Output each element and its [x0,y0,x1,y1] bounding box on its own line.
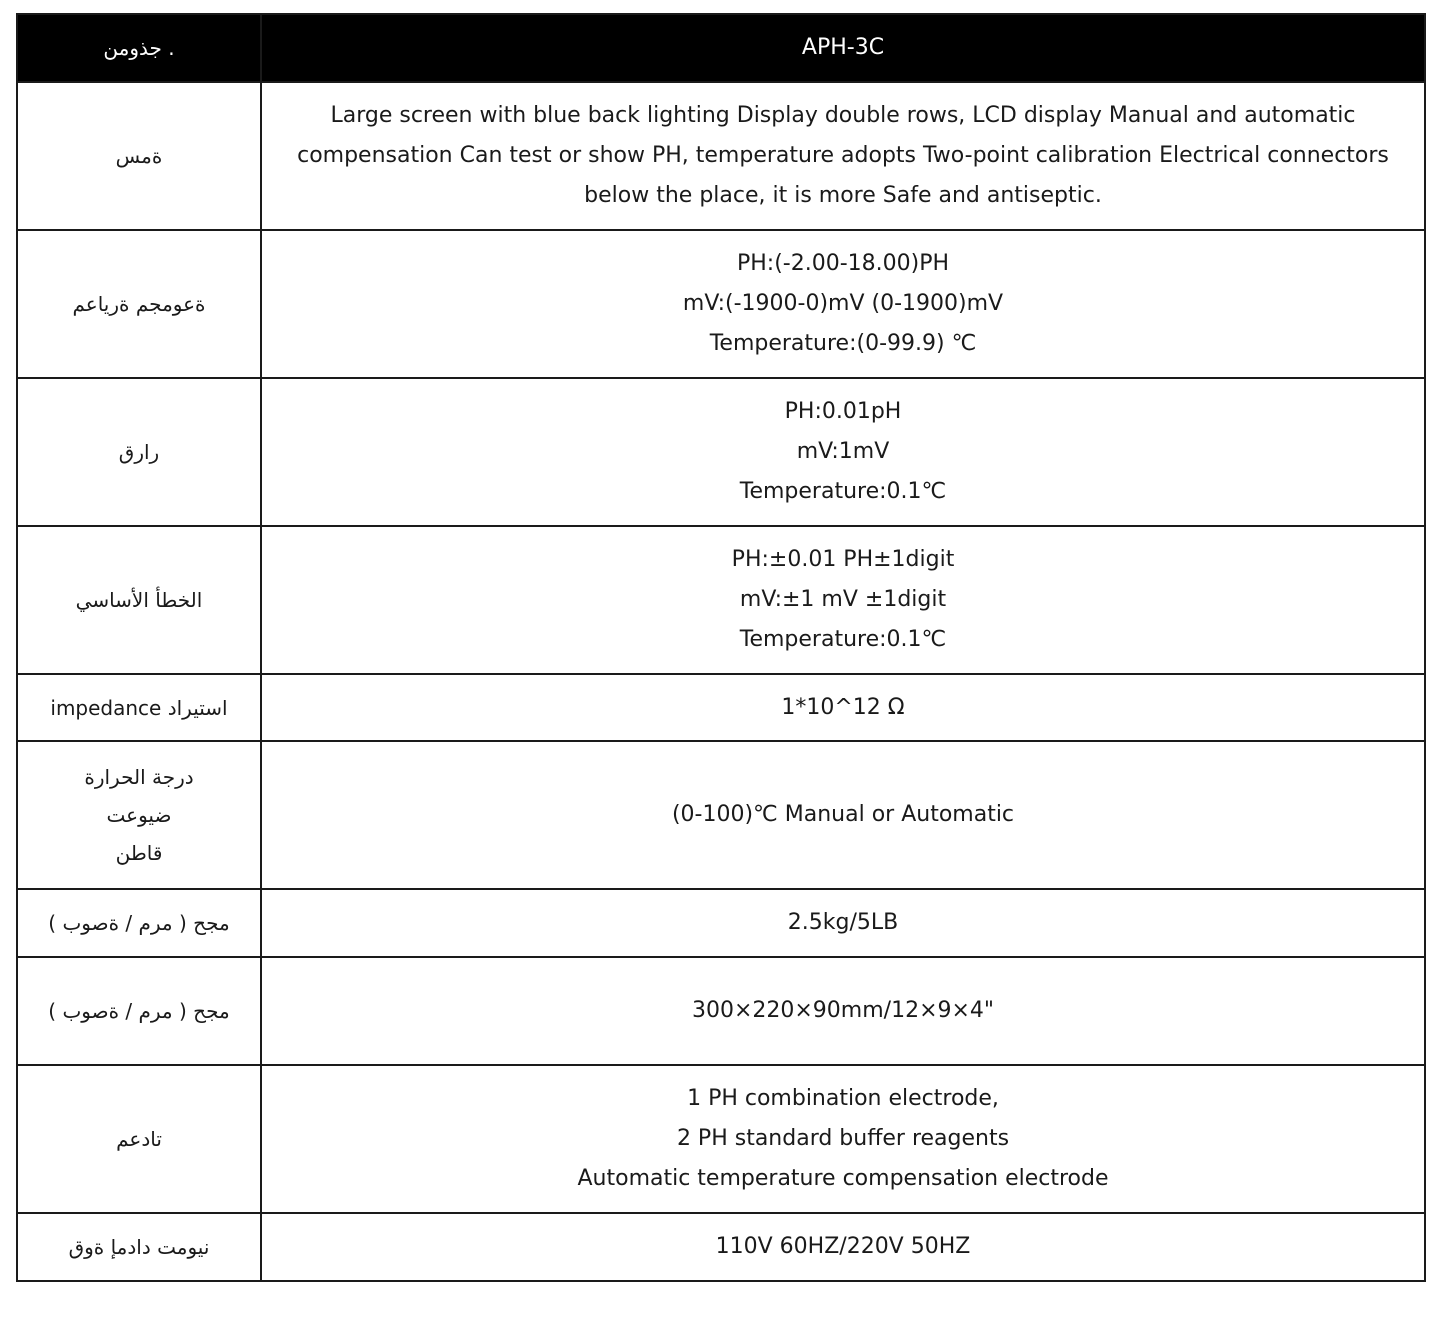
value-line: Automatic temperature compensation electrode [577,1166,1109,1191]
header-label-cell: جذومن . [17,14,261,82]
value-line: 110V 60HZ/220V 50HZ [715,1234,971,1259]
row-value-impedance [261,674,1425,741]
table-row [17,526,1425,674]
value-line: Temperature:0.1℃ [739,627,947,652]
row-value-basic-error [261,526,1425,674]
row-value-range [261,230,1425,378]
value-line: PH:±0.01 PH±1digit [731,547,955,572]
label-line: قاطن [115,841,163,865]
row-value-accessories [261,1065,1425,1213]
row-value-feature [261,82,1425,230]
row-value-temp-compensation [261,741,1425,889]
value-line: 2 PH standard buffer reagents [676,1126,1010,1151]
row-label-impedance [17,674,261,741]
value-line: Large screen with blue back lighting Display double rows, LCD display Manual and automatic [330,103,1356,128]
table-row [17,1065,1425,1213]
table-row [17,957,1425,1065]
value-line: Temperature:0.1℃ [739,479,947,504]
row-label-resolution [17,378,261,526]
row-label-feature [17,82,261,230]
value-line: PH:0.01pH [784,399,902,424]
row-value-power [261,1213,1425,1281]
label-line: مجح ( مرم / ةصوب ) [48,999,230,1023]
label-line: ضيوعت [106,803,172,827]
row-label-accessories [17,1065,261,1213]
label-line: نيومت دادمإ ةوق [68,1235,210,1259]
row-label-basic-error [17,526,261,674]
header-model-cell: APH-3C [261,14,1425,82]
label-line: الخطأ الأساسي [75,588,203,612]
row-label-size [17,957,261,1065]
table-row [17,230,1425,378]
table-row [17,674,1425,741]
value-line: 1 PH combination electrode, [687,1086,999,1111]
row-value-size [261,957,1425,1065]
spec-table [16,13,1426,1282]
value-line: 1*10^12 Ω [781,694,905,720]
value-line: 2.5kg/5LB [787,910,899,935]
label-line: تادعم [116,1127,162,1151]
label-line: مجح ( مرم / ةصوب ) [48,911,230,935]
value-line: 300×220×90mm/12×9×4" [691,998,995,1023]
value-line: mV:1mV [796,439,890,464]
row-label-range [17,230,261,378]
row-value-resolution [261,378,1425,526]
table-row [17,378,1425,526]
value-line: mV:(-1900-0)mV (0-1900)mV [682,291,1004,316]
table-row [17,741,1425,889]
value-line: mV:±1 mV ±1digit [739,587,947,612]
label-line: ةمس [115,144,163,168]
value-line: PH:(-2.00-18.00)PH [736,251,950,276]
table-row [17,889,1425,957]
value-line: below the place, it is more Safe and antiseptic. [584,183,1102,208]
label-line: استيراد impedance [50,695,228,720]
value-line: compensation Can test or show PH, temperature adopts Two-point calibration Electrical connectors [297,143,1389,168]
table-row [17,1213,1425,1281]
table-row [17,82,1425,230]
table-header-row [17,14,1425,82]
label-line: رارق [118,440,160,464]
row-label-temp-compensation [17,741,261,889]
label-line: ةعومجم ةرياعم [72,292,206,316]
row-label-power [17,1213,261,1281]
row-label-weight [17,889,261,957]
value-line: Temperature:(0-99.9) ℃ [709,331,977,356]
row-value-weight [261,889,1425,957]
label-line: درجة الحرارة [84,765,194,789]
value-line: (0-100)℃ Manual or Automatic [671,802,1015,827]
